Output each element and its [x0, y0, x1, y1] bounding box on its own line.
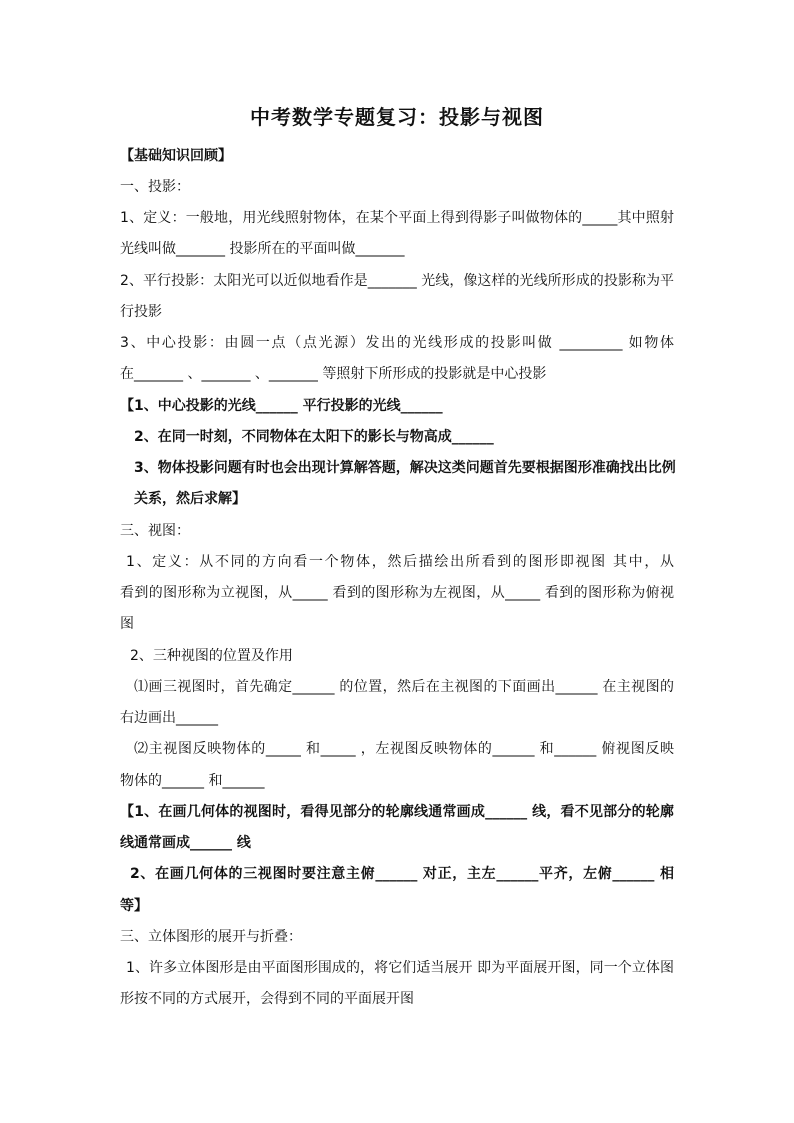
text-line: 行投影 — [120, 304, 162, 320]
text-line: 3、中心投影：由圆一点（点光源）发出的光线形成的投影叫做 _________ 如物体 — [120, 335, 674, 351]
section-heading-unfolding: 三、立体图形的展开与折叠： — [120, 929, 302, 945]
text-line: 物体的______ 和______ — [120, 773, 265, 789]
summary-line: 2、在画几何体的三视图时要注意主俯______ 对正，主左______平齐，左俯______ 相 — [130, 866, 674, 882]
text-line: 看到的图形称为立视图，从_____ 看到的图形称为左视图，从_____ 看到的图形称为俯视 — [120, 585, 674, 601]
text-line: ⑵主视图反映物体的_____ 和_____ ，左视图反映物体的______ 和______ 俯视图反映 — [134, 741, 674, 757]
summary-line: 【1、中心投影的光线______ 平行投影的光线______ — [120, 398, 443, 414]
text-line: 2、平行投影：太阳光可以近似地看作是_______ 光线，像这样的光线所形成的投影称为平 — [120, 273, 674, 289]
section-heading-basic-knowledge: 【基础知识回顾】 — [120, 148, 232, 164]
text-line: 1、许多立体图形是由平面图形围成的，将它们适当展开 即为平面展开图，同一个立体图 — [126, 960, 674, 976]
text-line: 光线叫做_______ 投影所在的平面叫做_______ — [120, 241, 405, 257]
text-line: 2、三种视图的位置及作用 — [130, 648, 293, 664]
summary-line: 2、在同一时刻，不同物体在太阳下的影长与物高成______ — [134, 429, 494, 445]
text-line: 1、定义：从不同的方向看一个物体，然后描绘出所看到的图形即视图 其中，从 — [126, 554, 674, 570]
text-line: 在_______ 、_______ 、_______ 等照射下所形成的投影就是中心投影 — [120, 366, 547, 382]
summary-line: 等】 — [120, 898, 148, 914]
text-line: 右边画出______ — [120, 710, 218, 726]
summary-line: 3、物体投影问题有时也会出现计算解答题，解决这类问题首先要根据图形准确找出比例 — [134, 460, 676, 476]
text-line: 形按不同的方式展开，会得到不同的平面展开图 — [120, 991, 414, 1007]
document-title: 中考数学专题复习：投影与视图 — [250, 105, 544, 129]
summary-line: 关系，然后求解】 — [134, 491, 246, 507]
summary-line: 线通常画成______ 线 — [120, 835, 251, 851]
summary-line: 【1、在画几何体的视图时，看得见部分的轮廓线通常画成______ 线，看不见部分的轮廓 — [120, 804, 674, 820]
text-line: ⑴画三视图时，首先确定______ 的位置，然后在主视图的下面画出______ 在主视图的 — [134, 679, 674, 695]
section-heading-views: 三、视图： — [120, 523, 190, 539]
text-line: 1、定义：一般地，用光线照射物体，在某个平面上得到得影子叫做物体的_____其中照射 — [120, 210, 674, 226]
section-heading-projection: 一、投影： — [120, 179, 190, 195]
text-line: 图 — [120, 616, 134, 632]
